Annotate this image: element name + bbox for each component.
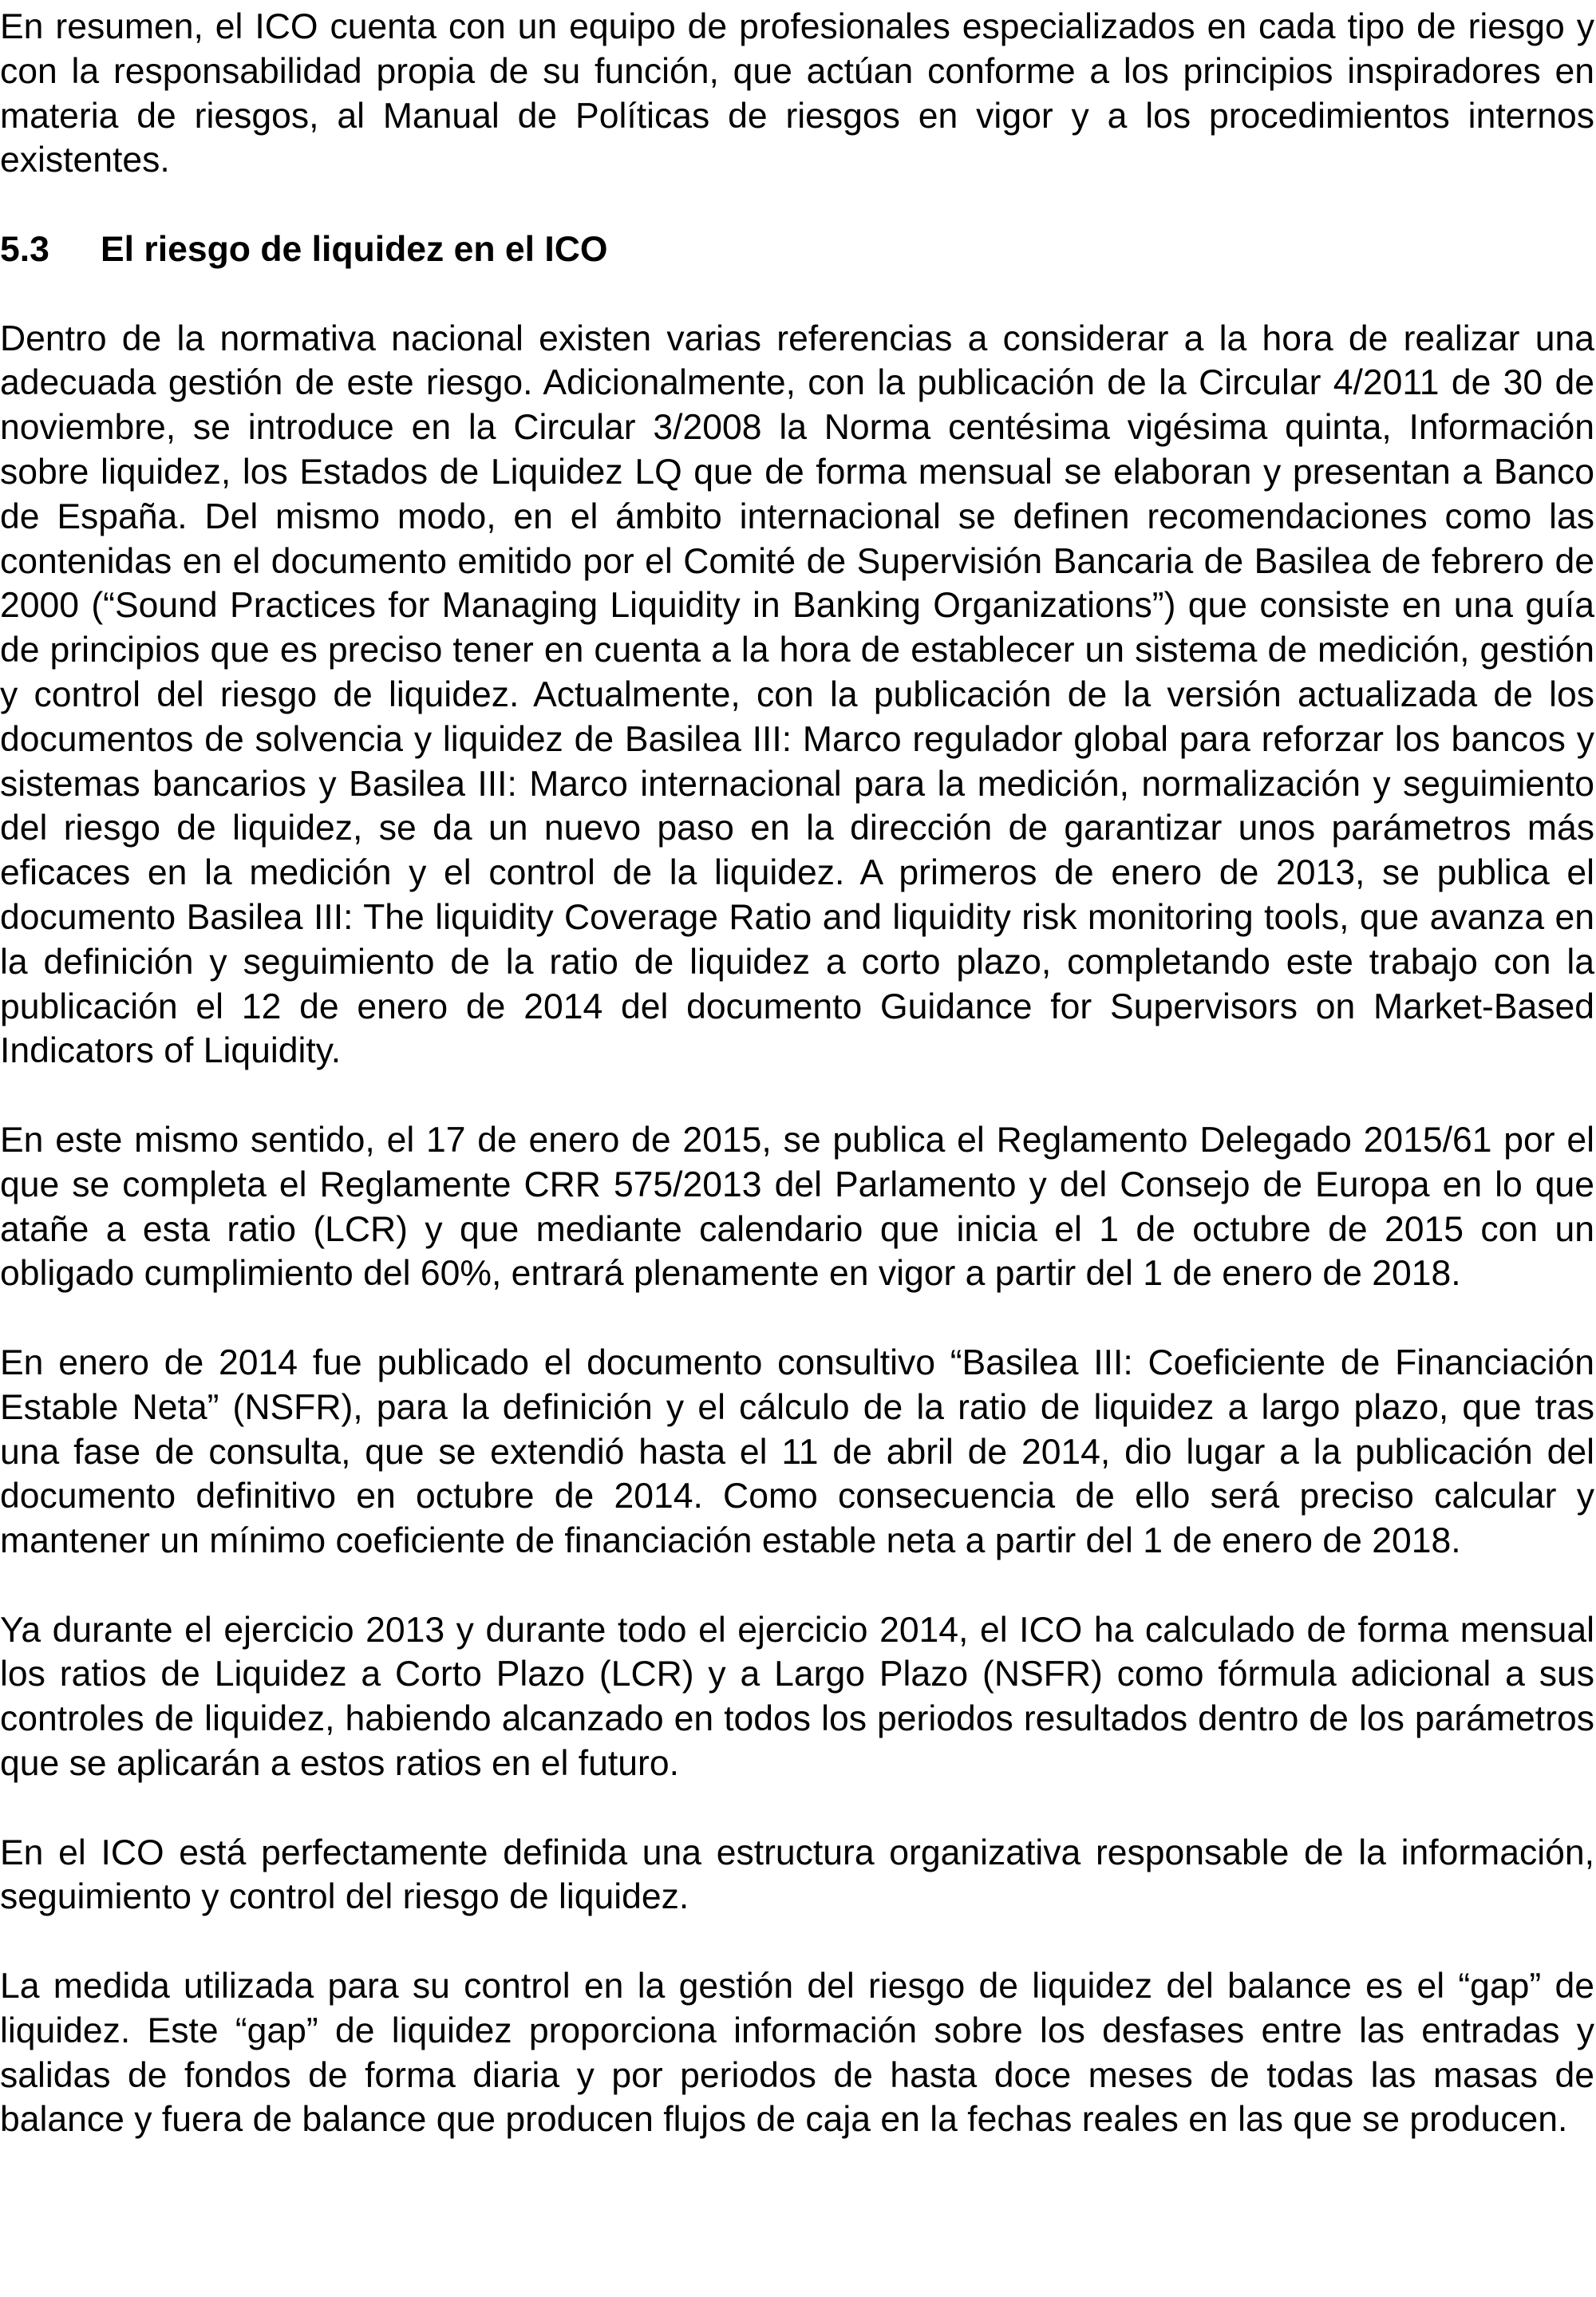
paragraph-gap: La medida utilizada para su control en la gestión del riesgo de liquidez del balance es el “gap” de liquidez. Este “gap” de liquidez proporciona información sobre los desfases entre las entradas y salidas de fondos de forma diaria y por periodos de hasta doce meses de todas las masas de balance y fuera de balance que producen flujos de caja en la fechas reales en las que se producen. <box>0 1967 1594 2140</box>
section-number: 5.3 <box>0 229 49 269</box>
paragraph-ratios: Ya durante el ejercicio 2013 y durante todo el ejercicio 2014, el ICO ha calculado de forma mensual los ratios de Liquidez a Corto Plazo (LCR) y a Largo Plazo (NSFR) como fórmula adicional a sus controles de liquidez, habiendo alcanzado en todos los periodos resultados dentro de los parámetros que se aplicarán a estos ratios en el futuro. <box>0 1610 1594 1784</box>
intro-paragraph: En resumen, el ICO cuenta con un equipo de profesionales especializados en cada tipo de riesgo y con la responsabilidad propia de su función, que actúan conforme a los principios inspiradores en materia de riesgos, al Manual de Políticas de riesgos en vigor y a los procedimientos internos existentes. <box>0 7 1594 180</box>
section-heading <box>0 227 1594 272</box>
paragraph-lcr: En este mismo sentido, el 17 de enero de 2015, se publica el Reglamento Delegado 2015/61 por el que se completa el Reglamente CRR 575/2013 del Parlamento y del Consejo de Europa en lo que atañe a esta ratio (LCR) y que mediante calendario que inicia el 1 de octubre de 2015 con un obligado cumplimiento del 60%, entrará plenamente en vigor a partir del 1 de enero de 2018. <box>0 1120 1594 1294</box>
paragraph-nsfr: En enero de 2014 fue publicado el documento consultivo “Basilea III: Coeficiente de Financiación Estable Neta” (NSFR), para la definición y el cálculo de la ratio de liquidez a largo plazo, que tras una fase de consulta, que se extendió hasta el 11 de abril de 2014, dio lugar a la publicación del documento definitivo en octubre de 2014. Como consecuencia de ello será preciso calcular y mantener un mínimo coeficiente de financiación estable neta a partir del 1 de enero de 2018. <box>0 1342 1594 1561</box>
paragraph-organization: En el ICO está perfectamente definida una estructura organizativa responsable de la información, seguimiento y control del riesgo de liquidez. <box>0 1832 1594 1917</box>
paragraph-regulation: Dentro de la normativa nacional existen varias referencias a considerar a la hora de realizar una adecuada gestión de este riesgo. Adicionalmente, con la publicación de la Circular 4/2011 de 30 de noviembre, se introduce en la Circular 3/2008 la Norma centésima vigésima quinta, Información sobre liquidez, los Estados de Liquidez LQ que de forma mensual se elaboran y presentan a Banco de España. Del mismo modo, en el ámbito internacional se definen recomendaciones como las contenidas en el documento emitido por el Comité de Supervisión Bancaria de Basilea de febrero de 2000 (“Sound Practices for Managing Liquidity in Banking Organizations”) que consiste en una guía de principios que es preciso tener en cuenta a la hora de establecer un sistema de medición, gestión y control del riesgo de liquidez. Actualmente, con la publicación de la versión actualizada de los documentos de solvencia y liquidez de Basilea III: Marco regulador global para reforzar los bancos y sistemas bancarios y Basilea III: Marco internacional para la medición, normalización y seguimiento del riesgo de liquidez, se da un nuevo paso en la dirección de garantizar unos parámetros más eficaces en la medición y el control de la liquidez. A primeros de enero de 2013, se publica el documento Basilea III: The liquidity Coverage Ratio and liquidity risk monitoring tools, que avanza en la definición y seguimiento de la ratio de liquidez a corto plazo, completando este trabajo con la publicación el 12 de enero de 2014 del documento Guidance for Supervisors on Market-Based Indicators of Liquidity. <box>0 318 1594 1071</box>
section-title: El riesgo de liquidez en el ICO <box>101 229 608 269</box>
